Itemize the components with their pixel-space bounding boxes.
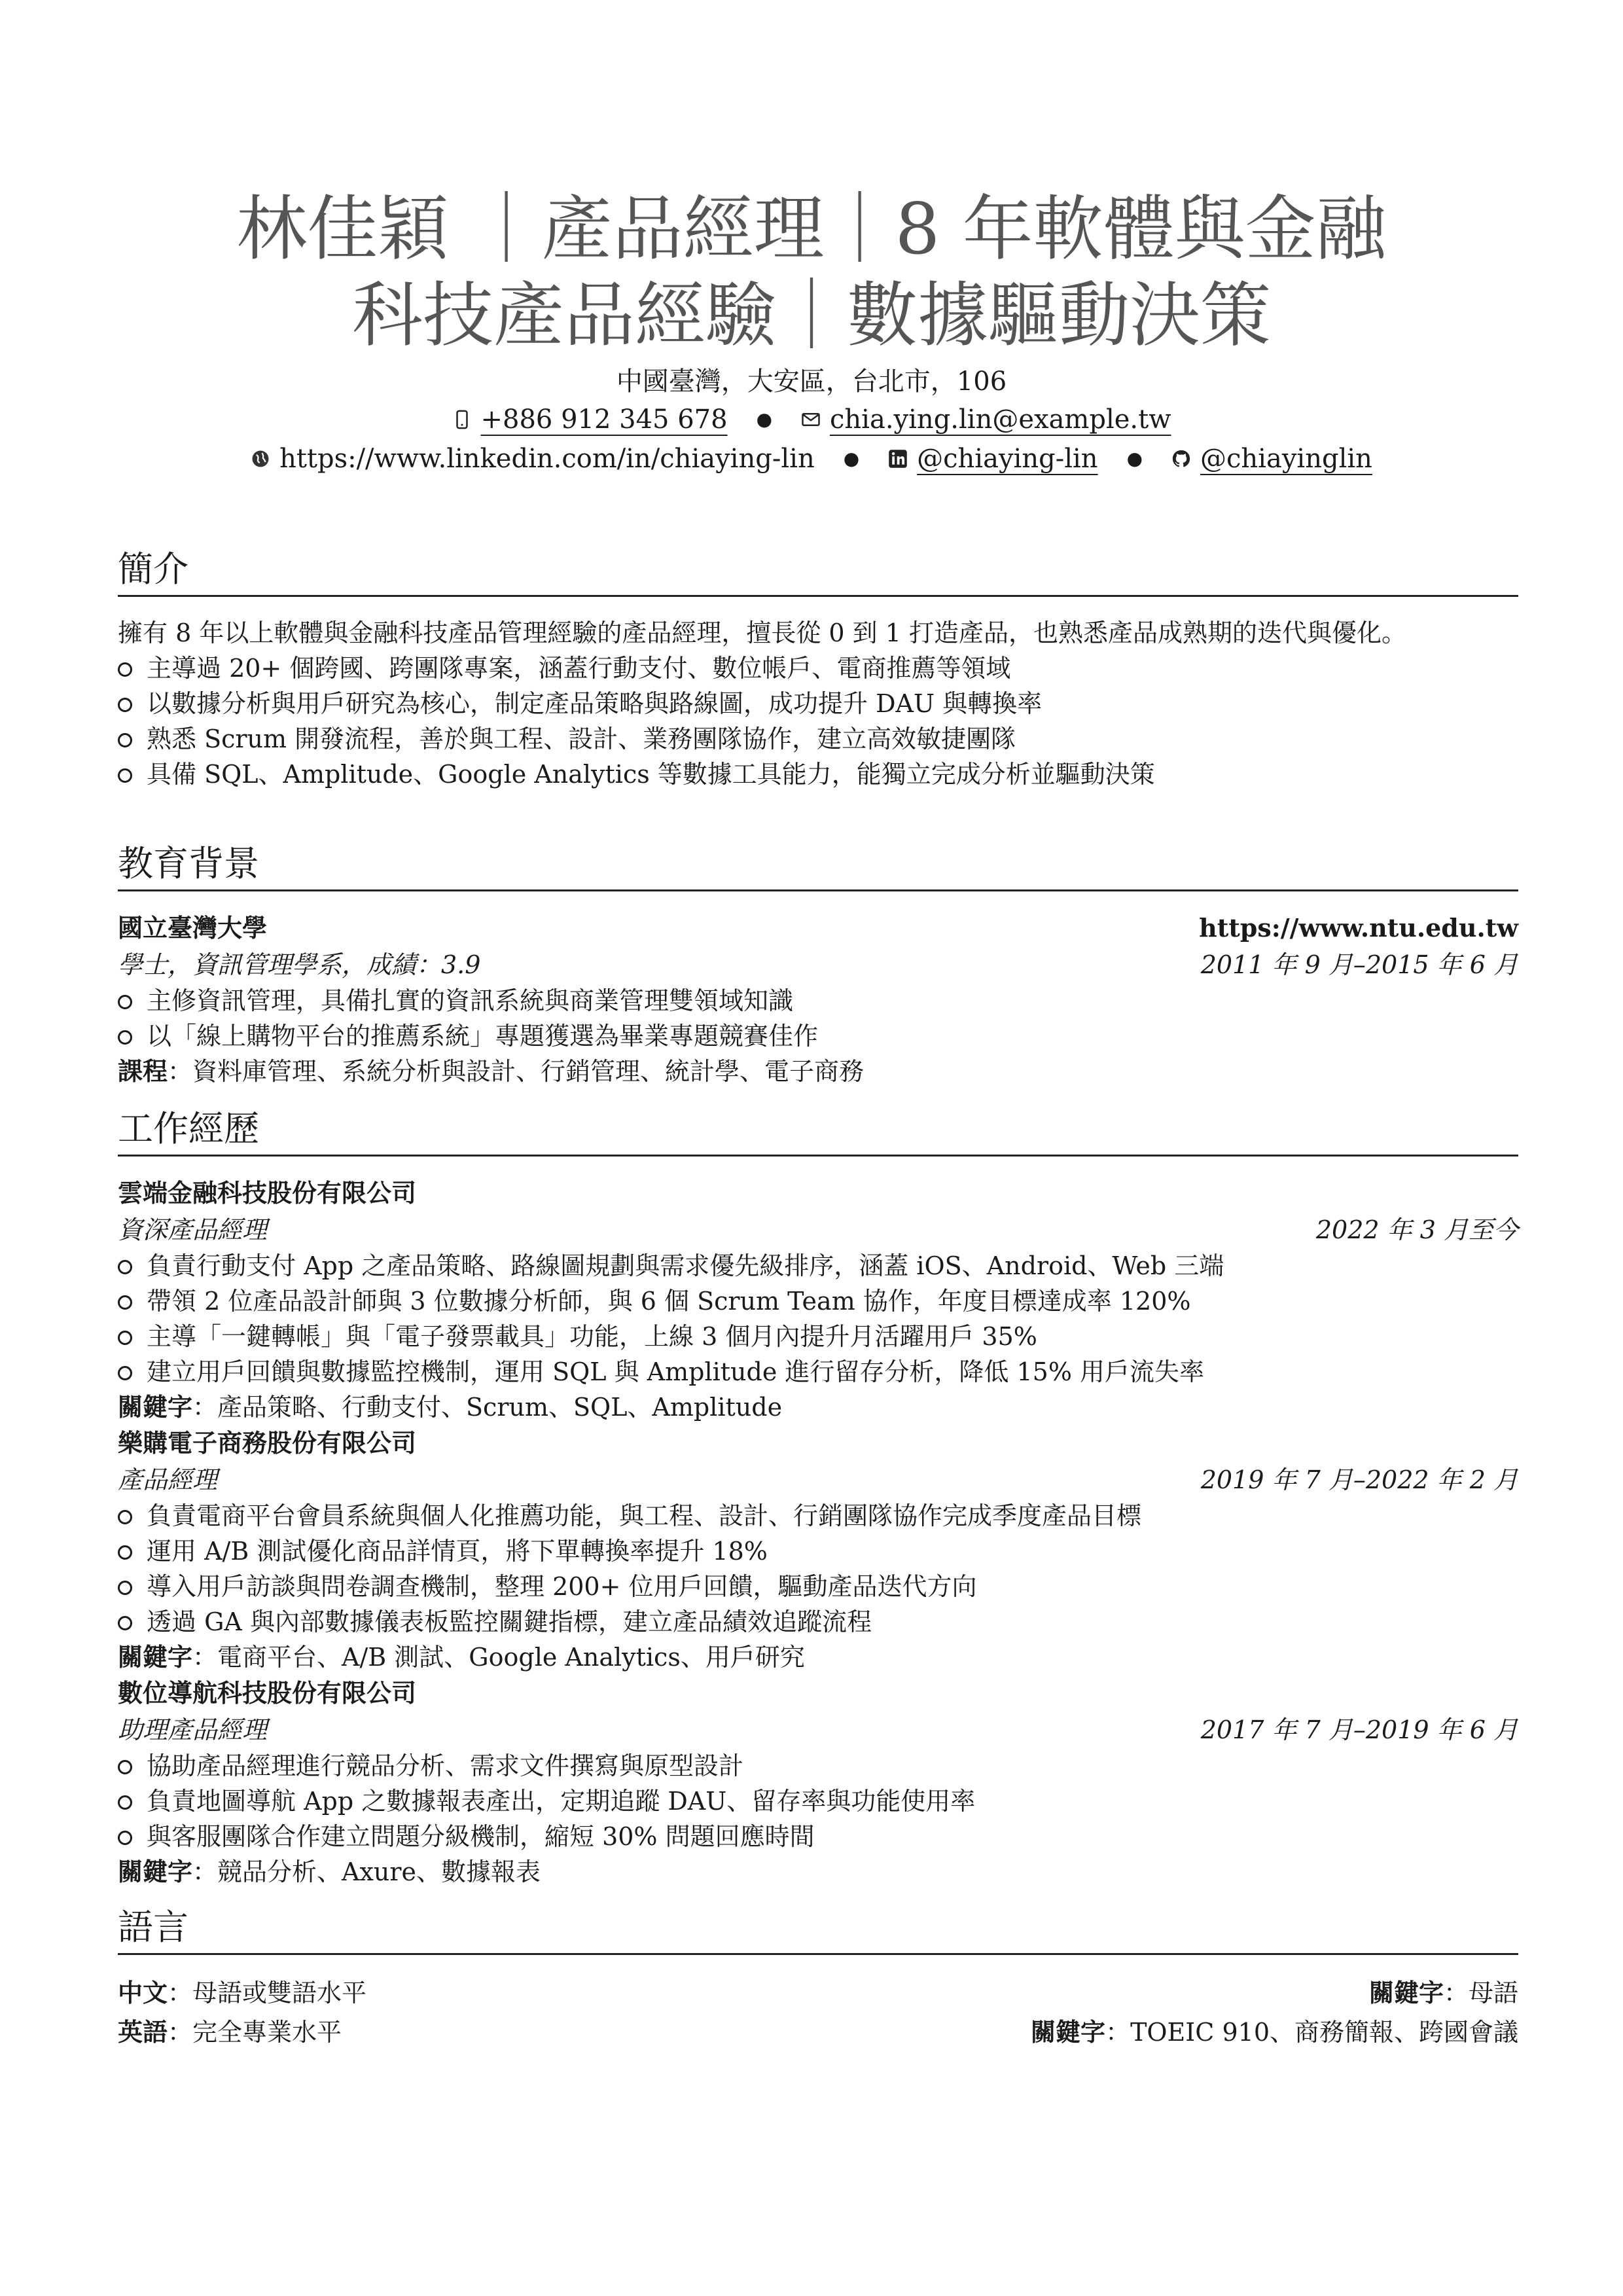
language-level	[118, 2013, 342, 2052]
keywords-list: ：TOEIC 910、商務簡報、跨國會議	[1105, 2018, 1518, 2047]
contact-row-1	[0, 400, 1623, 439]
language-level-text: ：母語或雙語水平	[168, 1979, 367, 2007]
email-icon	[801, 410, 821, 429]
job-entry	[118, 1675, 1518, 1890]
job-role-row	[118, 1712, 1518, 1748]
degree: 學士，資訊管理學系，成績：3.9	[118, 950, 481, 979]
education-dates: 2011 年 9 月–2015 年 6 月	[1200, 950, 1518, 979]
github-contact[interactable]	[1171, 439, 1372, 478]
job-dates: 2022 年 3 月至今	[1315, 1215, 1518, 1244]
title-line-2: 科技產品經驗｜數據驅動決策	[351, 275, 1271, 357]
github-icon	[1171, 449, 1191, 469]
list-item: 主導「一鍵轉帳」與「電子發票載具」功能，上線 3 個月內提升月活躍用戶 35%	[118, 1319, 1518, 1354]
language-name: 中文	[118, 1979, 168, 2007]
linkedin-contact[interactable]	[888, 439, 1097, 478]
job-role-row	[118, 1462, 1518, 1498]
education-header-row	[118, 910, 1518, 946]
list-item: 負責地圖導航 App 之數據報表產出，定期追蹤 DAU、留存率與功能使用率	[118, 1784, 1518, 1819]
job-entry	[118, 1425, 1518, 1675]
language-level	[118, 1973, 366, 2013]
list-item: 以數據分析與用戶研究為核心，制定產品策略與路線圖，成功提升 DAU 與轉換率	[118, 686, 1518, 721]
email-contact[interactable]	[801, 400, 1171, 439]
job-keywords	[118, 1854, 1518, 1890]
resume-title	[0, 187, 1623, 359]
job-role-row	[118, 1211, 1518, 1248]
keywords-label: 關鍵字	[118, 1857, 193, 1886]
keywords-list: ：電商平台、A/B 測試、Google Analytics、用戶研究	[192, 1643, 805, 1672]
summary-section	[118, 547, 1518, 792]
linkedin-handle[interactable]: @chiaying-lin	[917, 444, 1098, 474]
job-bullets	[118, 1248, 1518, 1390]
list-item: 協助產品經理進行競品分析、需求文件撰寫與原型設計	[118, 1748, 1518, 1784]
list-item: 負責電商平台會員系統與個人化推薦功能，與工程、設計、行銷團隊協作完成季度產品目標	[118, 1498, 1518, 1534]
job-keywords	[118, 1390, 1518, 1425]
keywords-list: ：競品分析、Axure、數據報表	[192, 1857, 541, 1886]
summary-bullets	[118, 651, 1518, 792]
list-item: 帶領 2 位產品設計師與 3 位數據分析師，與 6 個 Scrum Team 協作，年度目標達成率 120%	[118, 1283, 1518, 1319]
job-company-row	[118, 1425, 1518, 1462]
list-item: 負責行動支付 App 之產品策略、路線圖規劃與需求優先級排序，涵蓋 iOS、Android、Web 三端	[118, 1248, 1518, 1283]
separator-dot: ●	[1126, 448, 1143, 469]
title-line-1: 林佳穎 ｜產品經理｜8 年軟體與金融	[236, 188, 1387, 270]
job-bullets	[118, 1498, 1518, 1640]
language-keywords	[1031, 2013, 1518, 2052]
section-title-education: 教育背景	[118, 841, 1518, 891]
experience-section	[118, 1106, 1518, 1890]
email-address[interactable]: chia.ying.lin@example.tw	[830, 404, 1171, 435]
summary-intro: 擁有 8 年以上軟體與金融科技產品管理經驗的產品經理，擅長從 0 到 1 打造產品，也熟悉產品成熟期的迭代與優化。	[118, 619, 1407, 647]
education-bullets	[118, 983, 1518, 1054]
job-role: 資深產品經理	[118, 1215, 268, 1244]
job-keywords	[118, 1640, 1518, 1675]
list-item: 熟悉 Scrum 開發流程，善於與工程、設計、業務團隊協作，建立高效敏捷團隊	[118, 721, 1518, 757]
keywords-label: 關鍵字	[1031, 2018, 1106, 2047]
keywords-label: 關鍵字	[118, 1393, 193, 1422]
section-title-languages: 語言	[118, 1905, 1518, 1955]
separator-dot: ●	[756, 408, 773, 430]
school-name: 國立臺灣大學	[118, 914, 268, 942]
language-row	[118, 2013, 1518, 2052]
list-item: 透過 GA 與內部數據儀表板監控關鍵指標，建立產品績效追蹤流程	[118, 1604, 1518, 1640]
education-section	[118, 841, 1518, 1089]
job-dates: 2017 年 7 月–2019 年 6 月	[1200, 1715, 1518, 1744]
job-company-row	[118, 1175, 1518, 1211]
list-item: 運用 A/B 測試優化商品詳情頁，將下單轉換率提升 18%	[118, 1534, 1518, 1569]
company-name: 雲端金融科技股份有限公司	[118, 1179, 417, 1208]
company-name: 樂購電子商務股份有限公司	[118, 1429, 417, 1458]
list-item: 具備 SQL、Amplitude、Google Analytics 等數據工具能力，能獨立完成分析並驅動決策	[118, 757, 1518, 792]
website-url[interactable]: https://www.linkedin.com/in/chiaying-lin	[279, 444, 815, 474]
language-level-text: ：完全專業水平	[168, 2018, 342, 2047]
separator-dot: ●	[843, 448, 860, 469]
section-title-summary: 簡介	[118, 547, 1518, 597]
school-url[interactable]: https://www.ntu.edu.tw	[1199, 913, 1518, 942]
list-item: 建立用戶回饋與數據監控機制，運用 SQL 與 Amplitude 進行留存分析，降低 15% 用戶流失率	[118, 1354, 1518, 1390]
keywords-list: ：母語	[1443, 1979, 1518, 2007]
list-item: 與客服團隊合作建立問題分級機制，縮短 30% 問題回應時間	[118, 1819, 1518, 1854]
language-row	[118, 1973, 1518, 2013]
address: 中國臺灣，大安區，台北市，106	[616, 367, 1007, 397]
list-item: 主修資訊管理，具備扎實的資訊系統與商業管理雙領域知識	[118, 983, 1518, 1018]
language-name: 英語	[118, 2018, 168, 2047]
globe-icon	[251, 449, 270, 469]
courses	[118, 1054, 1518, 1089]
company-name: 數位導航科技股份有限公司	[118, 1679, 417, 1708]
list-item: 導入用戶訪談與問卷調查機制，整理 200+ 位用戶回饋，驅動產品迭代方向	[118, 1569, 1518, 1604]
linkedin-icon	[888, 449, 908, 469]
job-bullets	[118, 1748, 1518, 1854]
github-handle[interactable]: @chiayinglin	[1200, 444, 1372, 474]
list-item: 主導過 20+ 個跨國、跨團隊專案，涵蓋行動支付、數位帳戶、電商推薦等領域	[118, 651, 1518, 686]
keywords-label: 關鍵字	[118, 1643, 193, 1672]
phone-number[interactable]: +886 912 345 678	[480, 404, 728, 435]
section-title-experience: 工作經歷	[118, 1106, 1518, 1157]
job-entry	[118, 1175, 1518, 1425]
education-degree-row	[118, 946, 1518, 983]
language-keywords	[1369, 1973, 1518, 2013]
resume-header	[0, 187, 1623, 478]
languages-section	[118, 1905, 1518, 2052]
list-item: 以「線上購物平台的推薦系統」專題獲選為畢業專題競賽佳作	[118, 1018, 1518, 1054]
website-contact[interactable]	[251, 439, 815, 478]
job-role: 產品經理	[118, 1465, 218, 1494]
keywords-label: 關鍵字	[1368, 1979, 1444, 2007]
job-role: 助理產品經理	[118, 1715, 268, 1744]
phone-icon	[452, 410, 472, 429]
contact-row-2	[0, 439, 1623, 478]
phone-contact[interactable]	[452, 400, 728, 439]
keywords-list: ：產品策略、行動支付、Scrum、SQL、Amplitude	[192, 1393, 783, 1422]
job-company-row	[118, 1675, 1518, 1712]
job-dates: 2019 年 7 月–2022 年 2 月	[1200, 1465, 1518, 1494]
courses-label: 課程	[118, 1057, 168, 1086]
courses-list: ：資料庫管理、系統分析與設計、行銷管理、統計學、電子商務	[168, 1057, 865, 1086]
